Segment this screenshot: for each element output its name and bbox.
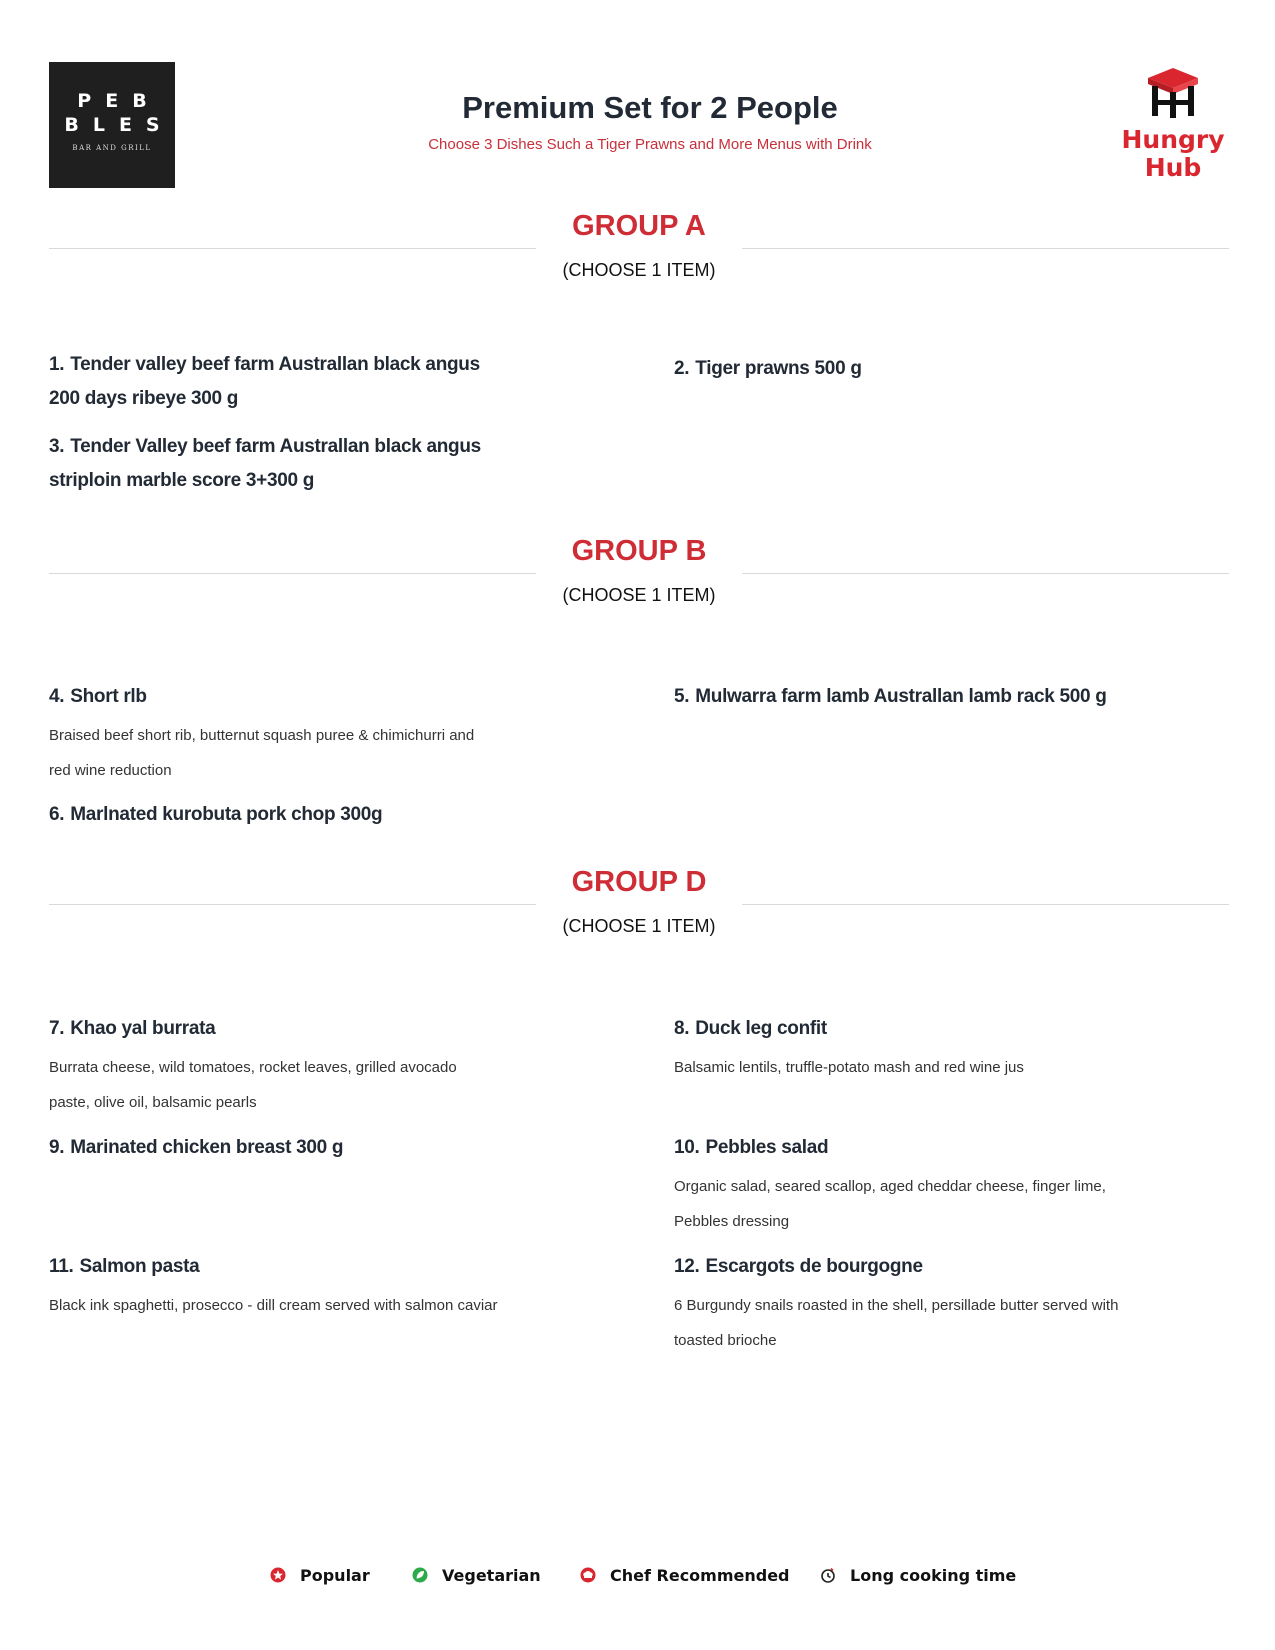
item-title: Marlnated kurobuta pork chop 300g [70, 804, 383, 825]
divider [49, 573, 536, 574]
legend-item-popular [270, 1560, 370, 1590]
item-number: 4. [49, 686, 65, 707]
item-title: Khao yal burrata [70, 1018, 216, 1039]
group-d-heading [49, 866, 1229, 946]
menu-item-2 [674, 352, 1124, 386]
restaurant-logo-tagline: BAR AND GRILL [72, 144, 152, 152]
item-number: 3. [49, 436, 65, 457]
chef-recommended-icon [580, 1567, 596, 1583]
table-icon [1118, 64, 1228, 128]
item-title: Pebbles salad [705, 1137, 829, 1158]
item-title: Tiger prawns 500 g [695, 358, 862, 379]
group-title: GROUP B [571, 535, 707, 567]
item-title: Salmon pasta [79, 1256, 200, 1277]
divider [49, 904, 536, 905]
menu-item-4 [49, 680, 499, 714]
menu-item-6 [49, 798, 499, 832]
item-number: 8. [674, 1018, 690, 1039]
divider [49, 248, 536, 249]
legend-item-vegetarian [412, 1560, 541, 1590]
item-description: Burrata cheese, wild tomatoes, rocket leaves, grilled avocado paste, olive oil, balsamic pearls [49, 1059, 457, 1111]
menu-item-12 [674, 1250, 1124, 1284]
legend [0, 1560, 1275, 1590]
item-number: 12. [674, 1256, 700, 1277]
group-choose-note: (CHOOSE 1 ITEM) [562, 260, 716, 280]
item-title: Duck leg confit [695, 1018, 827, 1039]
hungry-hub-logo-line1: Hungry [1121, 125, 1225, 154]
restaurant-logo [49, 62, 175, 188]
page-header [300, 90, 1000, 153]
item-description: Black ink spaghetti, prosecco - dill cream served with salmon caviar [49, 1297, 498, 1314]
item-number: 1. [49, 354, 65, 375]
group-title: GROUP A [572, 210, 706, 242]
item-title: Tender valley beef farm Australlan black angus 200 days ribeye 300 g [49, 354, 480, 409]
long-cooking-time-icon [820, 1567, 836, 1583]
legend-label: Long cooking time [850, 1565, 1017, 1585]
menu-item-9 [49, 1131, 499, 1165]
hungry-hub-logo [1118, 64, 1228, 194]
item-title: Tender Valley beef farm Australlan black angus striploin marble score 3+300 g [49, 436, 481, 491]
vegetarian-icon [412, 1567, 428, 1583]
group-title: GROUP D [571, 866, 707, 898]
group-choose-note: (CHOOSE 1 ITEM) [562, 585, 716, 605]
menu-item-1 [49, 348, 499, 416]
legend-label: Chef Recommended [610, 1565, 790, 1585]
divider [742, 904, 1229, 905]
hungry-hub-logo-line2: Hub [1144, 153, 1202, 182]
group-b-heading [49, 535, 1229, 615]
page-subtitle: Choose 3 Dishes Such a Tiger Prawns and More Menus with Drink [428, 136, 872, 153]
item-title: Escargots de bourgogne [705, 1256, 923, 1277]
item-number: 7. [49, 1018, 65, 1039]
menu-item-8 [674, 1012, 1124, 1046]
menu-item-11 [49, 1250, 499, 1284]
divider [742, 248, 1229, 249]
restaurant-logo-line2: BLES [64, 114, 174, 136]
popular-icon [270, 1567, 286, 1583]
menu-item-10 [674, 1131, 1124, 1165]
item-number: 10. [674, 1137, 700, 1158]
item-number: 5. [674, 686, 690, 707]
item-number: 2. [674, 358, 690, 379]
group-choose-note: (CHOOSE 1 ITEM) [562, 916, 716, 936]
item-number: 6. [49, 804, 65, 825]
item-description: Organic salad, seared scallop, aged cheddar cheese, finger lime, Pebbles dressing [674, 1178, 1106, 1230]
menu-item-3 [49, 430, 499, 498]
menu-item-5 [674, 680, 1124, 714]
item-description: 6 Burgundy snails roasted in the shell, persillade butter served with toasted brioche [674, 1297, 1119, 1349]
divider [742, 573, 1229, 574]
page-title: Premium Set for 2 People [462, 90, 838, 125]
legend-label: Vegetarian [442, 1565, 541, 1585]
item-number: 11. [49, 1256, 74, 1277]
item-title: Marinated chicken breast 300 g [70, 1137, 344, 1158]
group-a-heading [49, 210, 1229, 290]
legend-item-long-cooking-time [820, 1560, 1016, 1590]
item-number: 9. [49, 1137, 65, 1158]
item-description: Balsamic lentils, truffle-potato mash and red wine jus [674, 1059, 1024, 1076]
item-title: Mulwarra farm lamb Australlan lamb rack 500 g [695, 686, 1107, 707]
item-description: Braised beef short rib, butternut squash puree & chimichurri and red wine reduction [49, 727, 475, 779]
legend-label: Popular [300, 1565, 370, 1585]
legend-item-chef-recommended [580, 1560, 790, 1590]
menu-item-7 [49, 1012, 499, 1046]
restaurant-logo-line1: PEB [77, 90, 161, 112]
item-title: Short rlb [70, 686, 147, 707]
